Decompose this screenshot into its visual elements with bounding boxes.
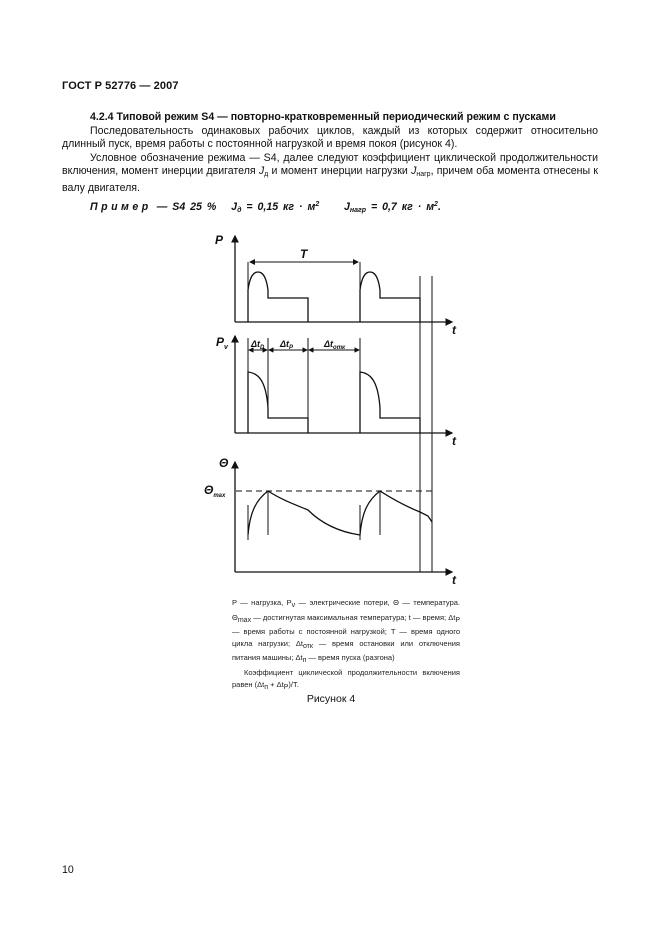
paragraph-1: Последовательность одинаковых рабочих циклов, каждый из которых содержит относительно длинный пуск, время работы с постоянной нагрузкой и время покоя (рисунок 4). [62,125,598,151]
label-theta-max: $\Theta_{max}$ [204,483,226,499]
temperature-panel [235,462,452,572]
axis-label-t1: t [452,323,456,337]
section-heading: 4.2.4 Типовой режим S4 — повторно-кратковременный периодический режим с пусками [90,111,556,123]
example-line: Пример — S4 25 % $J_д = 0,15$ кг · $м^2$ $J_{нагр} = 0,7$ кг · $м^2$. [90,201,441,214]
axis-label-theta: Θ [219,456,229,470]
paragraph-2: Условное обозначение режима — S4, далее следуют коэффициент циклической продолжительности включения, момент инерции двигателя $J_д$ и момент инерции нагрузки $J_{нагр}$, причем оба момента отнесены к валу двигателя. [62,152,599,194]
axis-label-p: P [215,233,224,247]
period-label: T [300,247,308,261]
figure-caption [232,597,460,693]
axis-label-t3: t [452,573,456,587]
page-number: 10 [62,864,74,876]
label-dt-rest: $\Delta t_{отк}$ [324,339,346,351]
caption-duty-factor: Коэффициент циклической продолжительности включения равен (Δtп + ΔtP)/T. [232,667,460,691]
axis-label-pv: $P_v$ [216,335,228,351]
load-panel [235,236,452,322]
axis-label-t2: t [452,434,456,448]
figure-label: Рисунок 4 [306,693,356,705]
label-dt-work: $\Delta t_P$ [280,339,294,351]
label-dt-start: $\Delta t_D$ [251,339,265,351]
caption-legend: P — нагрузка, Pv — электрические потери, Θ — температура. Θmax — достигнутая максимальная температура; t — время; ΔtP — время работы с постоянной нагрузкой; T — время одного цикла нагрузки; Δtотк — время остановки или отключения питания машины; Δtп — время пуска (разгона) [232,598,460,665]
document-header: ГОСТ Р 52776 — 2007 [62,80,179,92]
